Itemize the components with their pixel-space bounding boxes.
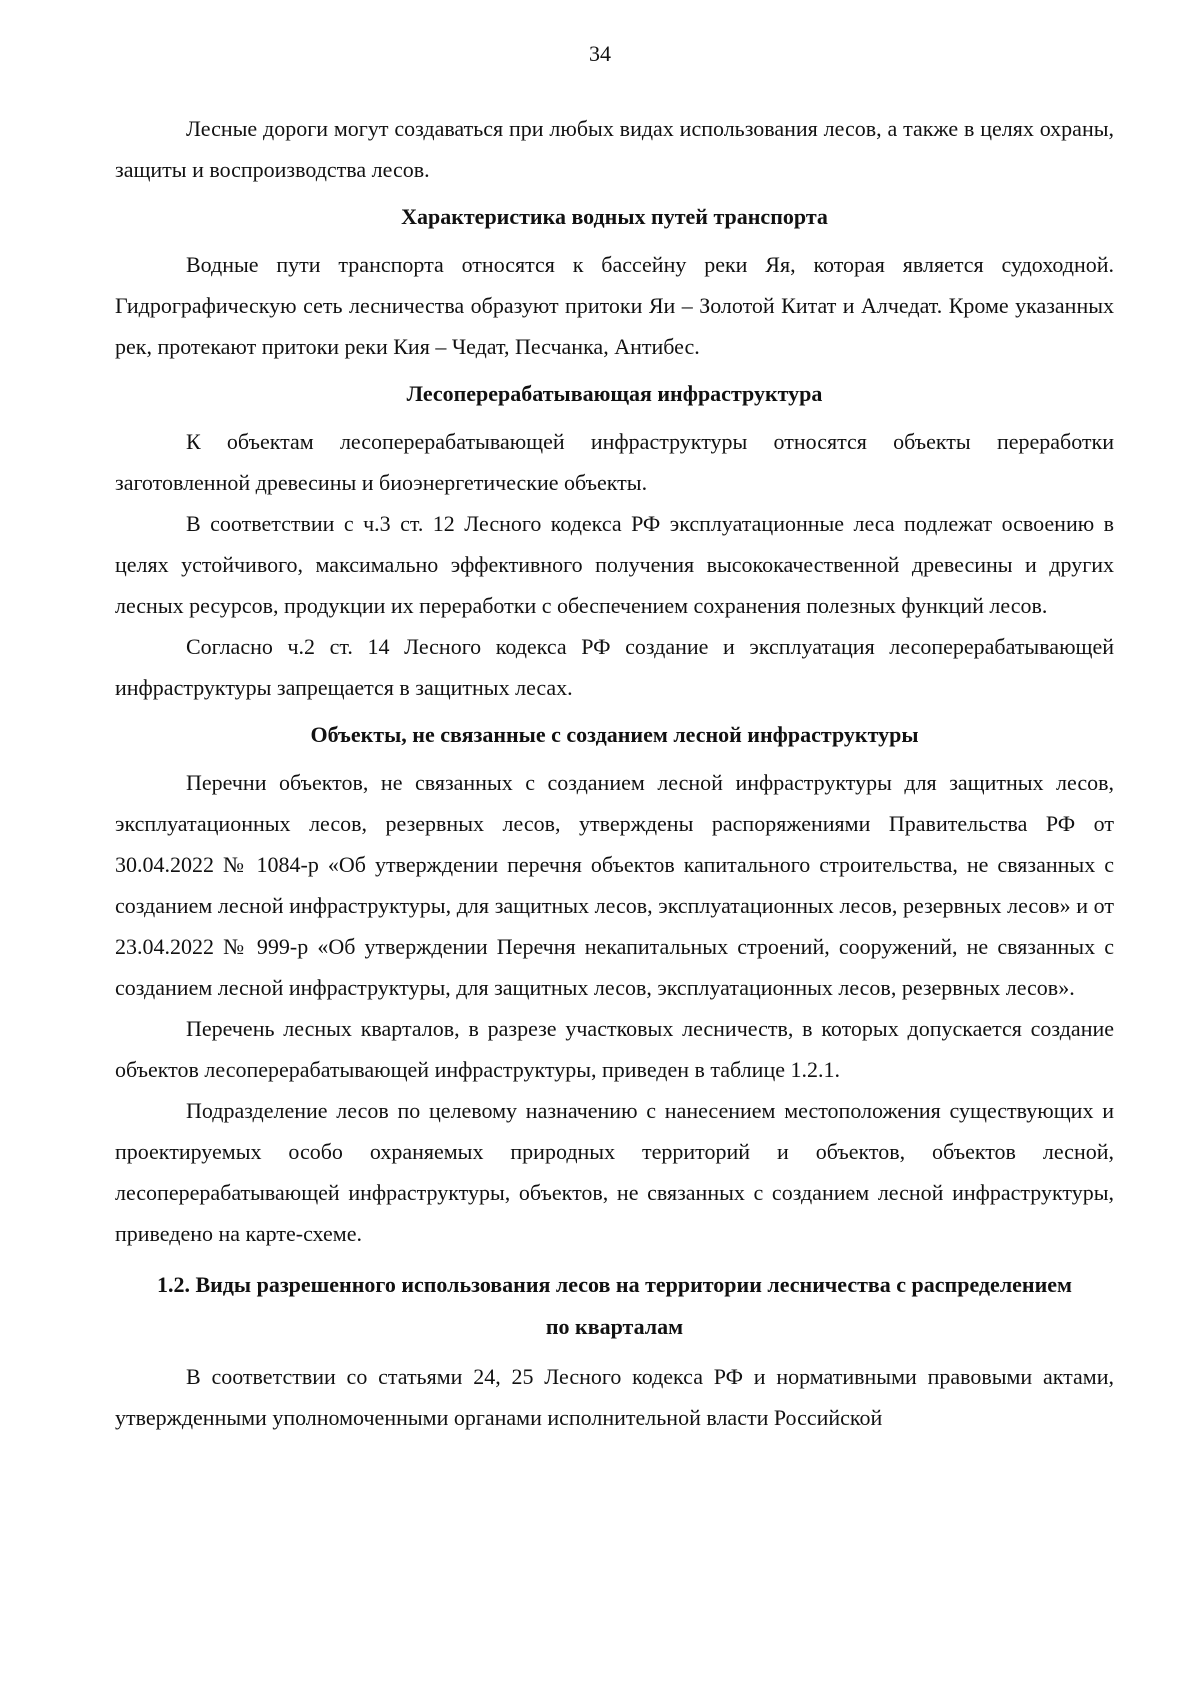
paragraph-forest-code-article-12: В соответствии с ч.3 ст. 12 Лесного кодекса РФ эксплуатационные леса подлежат освоению в целях устойчивого, максимально эффективного получения высококачественной древесины и других лесных ресурсов, продукции их переработки с обеспечением сохранения полезных функций лесов. (115, 511, 1114, 618)
heading-non-infrastructure-objects: Объекты, не связанные с созданием лесной инфраструктуры (310, 722, 919, 747)
heading-wood-processing-infrastructure: Лесоперерабатывающая инфраструктура (406, 381, 823, 406)
paragraph-government-orders: Перечни объектов, не связанных с созданием лесной инфраструктуры для защитных лесов, эксплуатационных лесов, резервных лесов, утверждены распоряжениями Правительства РФ от 30.04.2022 № 1084-р «Об утверждении перечня объектов капитального строительства, не связанных с созданием лесной инфраструктуры, для защитных лесов, эксплуатационных лесов, резервных лесов» и от 23.04.2022 № 999-р «Об утверждении Перечня некапитальных строений, сооружений, не связанных с созданием лесной инфраструктуры, для защитных лесов, эксплуатационных лесов, резервных лесов». (115, 770, 1114, 1000)
paragraph-forest-roads: Лесные дороги могут создаваться при любых видах использования лесов, а также в целях охраны, защиты и воспроизводства лесов. (115, 116, 1114, 182)
heading-waterways: Характеристика водных путей транспорта (401, 204, 828, 229)
paragraph-articles-24-25: В соответствии со статьями 24, 25 Лесного кодекса РФ и нормативными правовыми актами, утвержденными уполномоченными органами исполнительной власти Российской (115, 1364, 1114, 1430)
page-content (115, 108, 1114, 1438)
paragraph-waterways: Водные пути транспорта относятся к бассейну реки Яя, которая является судоходной. Гидрографическую сеть лесничества образуют притоки Яи – Золотой Китат и Алчедат. Кроме указанных рек, протекают притоки реки Кия – Чедат, Песчанка, Антибес. (115, 252, 1114, 359)
page-number: 34 (589, 41, 611, 66)
heading-section-1-2: 1.2. Виды разрешенного использования лесов на территории лесничества с распределением по кварталам (156, 1272, 1073, 1339)
paragraph-forest-code-article-14: Согласно ч.2 ст. 14 Лесного кодекса РФ создание и эксплуатация лесоперерабатывающей инфраструктуры запрещается в защитных лесах. (115, 634, 1114, 700)
paragraph-quarters-list: Перечень лесных кварталов, в разрезе участковых лесничеств, в которых допускается создание объектов лесоперерабатывающей инфраструктуры, приведен в таблице 1.2.1. (115, 1016, 1114, 1082)
paragraph-map-scheme: Подразделение лесов по целевому назначению с нанесением местоположения существующих и проектируемых особо охраняемых природных территорий и объектов, объектов лесной, лесоперерабатывающей инфраструктуры, объектов, не связанных с созданием лесной инфраструктуры, приведено на карте-схеме. (115, 1098, 1114, 1246)
paragraph-processing-objects: К объектам лесоперерабатывающей инфраструктуры относятся объекты переработки заготовленной древесины и биоэнергетические объекты. (115, 429, 1114, 495)
